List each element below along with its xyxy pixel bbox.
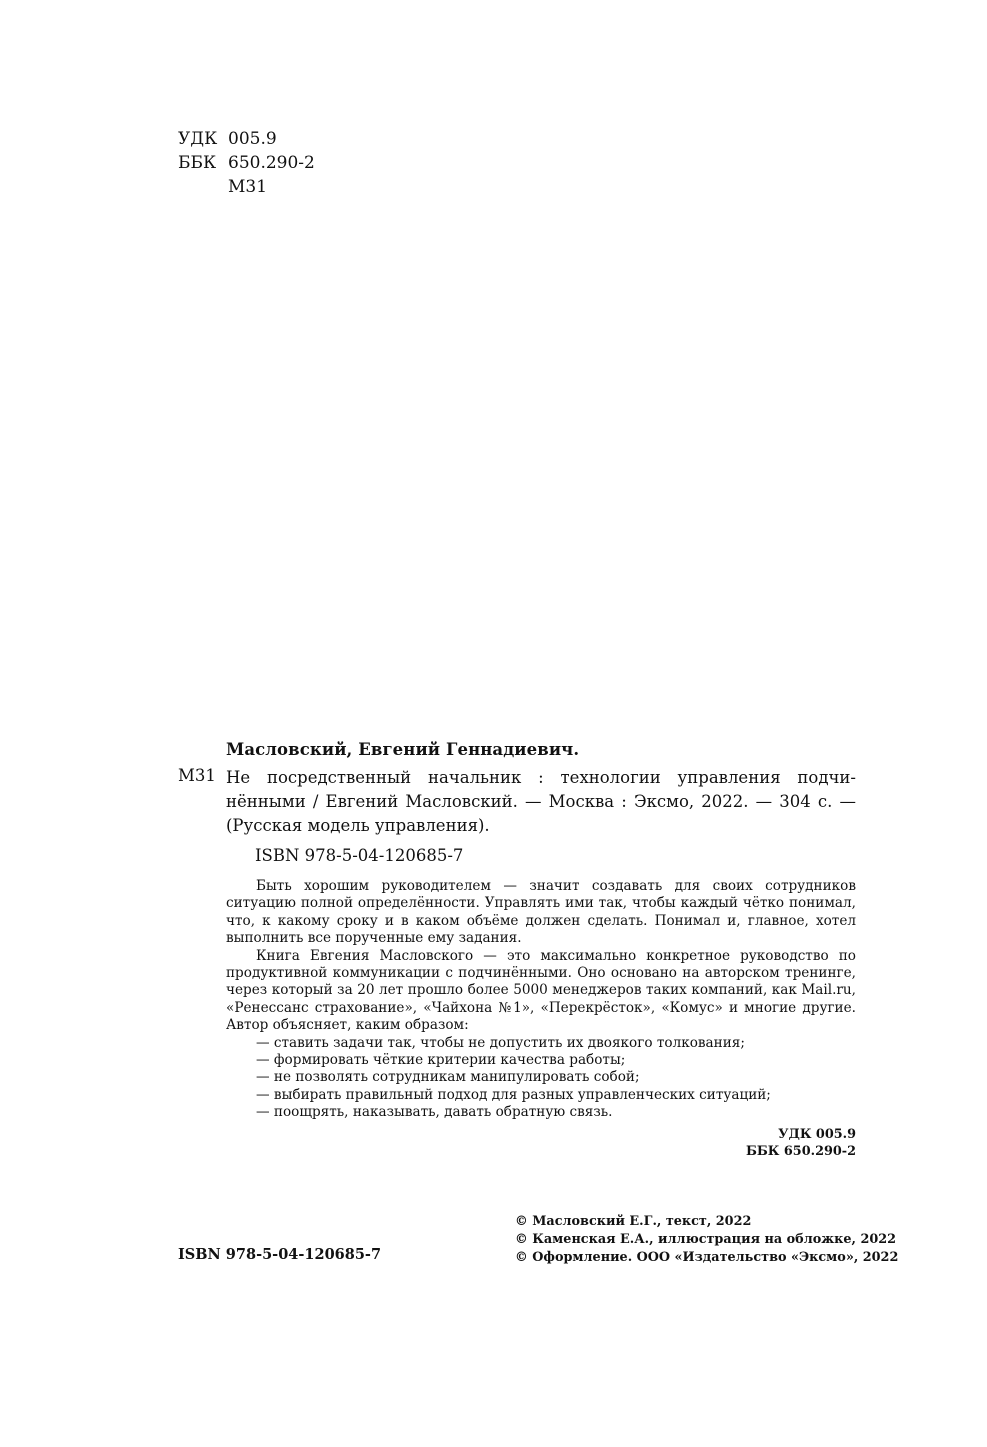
- bibliographic-description: Не посредственный начальник : технологии управления подчи-нёнными / Евгений Масловский. — Москва : Эксмо, 2022. — 304 с. — (Русская модель управления).: [226, 768, 856, 835]
- copyright-line: © Оформление. ООО «Издательство «Эксмо», 2022: [515, 1250, 899, 1265]
- author-heading: Масловский, Евгений Геннадиевич.: [226, 740, 580, 759]
- copyright-block: [515, 1213, 898, 1267]
- list-item: — поощрять, наказывать, давать обратную связь.: [256, 1104, 613, 1121]
- bbk-code: ББК 650.290-2: [745, 1143, 856, 1159]
- bbk-label: ББК: [178, 153, 217, 173]
- list-item: — формировать чёткие критерии качества работы;: [256, 1052, 626, 1069]
- copyright-line: © Масловский Е.Г., текст, 2022: [515, 1214, 752, 1229]
- annotation-paragraph: Книга Евгения Масловского — это максимально конкретное руководство по продуктивной коммуникации с подчинёнными. Оно основано на авторском тренинге, через который за 20 лет прошло более 5000 менеджеров таких компаний, как Mail.ru, «Ренессанс страхование», «Чайхона №1», «Перекрёсток», «Комус» и многие другие. Автор объясняет, каким образом:: [226, 947, 856, 1034]
- isbn-entry: ISBN 978-5-04-120685-7: [255, 846, 464, 865]
- bbk-value: 650.290-2: [228, 153, 315, 173]
- annotation-paragraph: Быть хорошим руководителем — значит создавать для своих сотрудников ситуацию полной определённости. Управлять ими так, чтобы каждый чётко понимал, что, к какому сроку и в каком объёме должен сделать. Понимал и, главное, хотел выполнить все порученные ему задания.: [226, 878, 856, 947]
- copyright-line: © Каменская Е.А., иллюстрация на обложке, 2022: [515, 1232, 897, 1247]
- list-item: — не позволять сотрудникам манипулировать собой;: [256, 1069, 640, 1086]
- annotation: [226, 878, 856, 1160]
- udk-label: УДК: [178, 129, 218, 149]
- udk-code: УДК 005.9: [778, 1126, 856, 1142]
- list-item: — выбирать правильный подход для разных управленческих ситуаций;: [256, 1086, 771, 1103]
- author-mark: М31: [228, 177, 268, 197]
- annotation-list: [226, 1035, 856, 1122]
- isbn-footer: ISBN 978-5-04-120685-7: [178, 1246, 382, 1263]
- annotation-codes: [226, 1126, 856, 1160]
- author-mark-entry: М31: [178, 766, 216, 785]
- list-item: — ставить задачи так, чтобы не допустить их двоякого толкования;: [256, 1034, 745, 1051]
- classification-codes: [178, 127, 315, 199]
- udk-value: 005.9: [228, 129, 277, 149]
